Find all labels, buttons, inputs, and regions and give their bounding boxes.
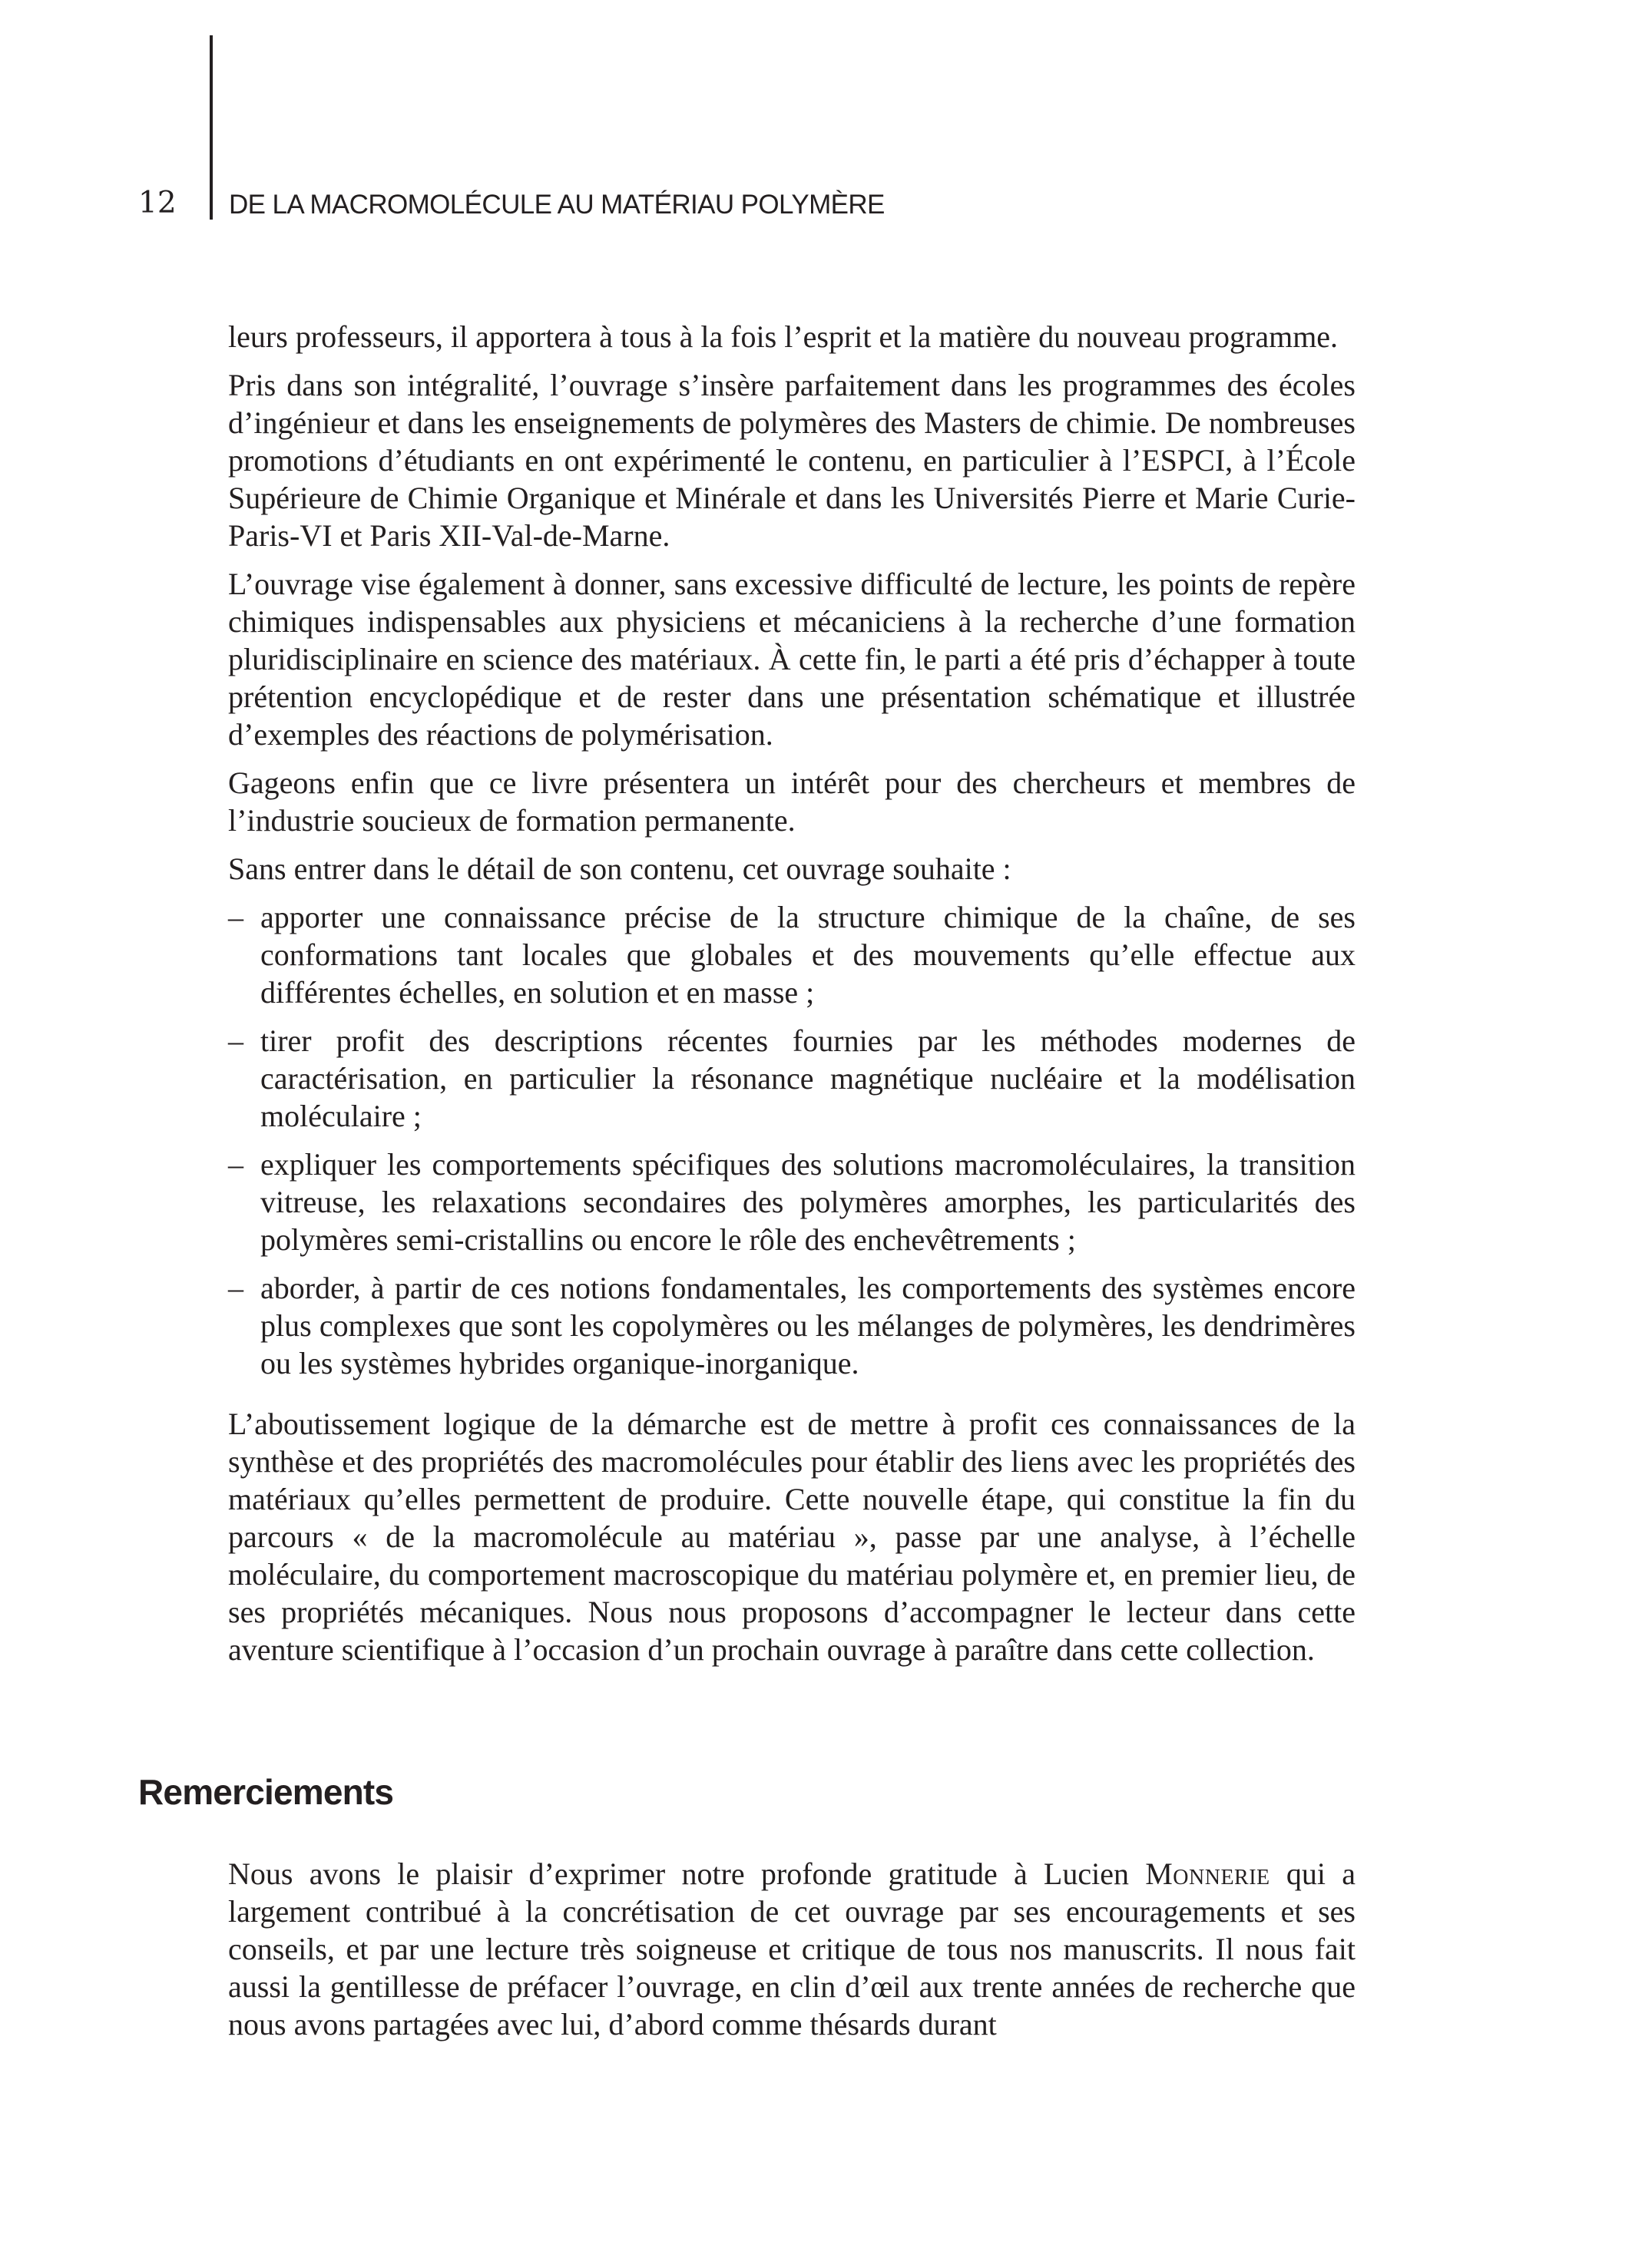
- paragraph-3: L’ouvrage vise également à donner, sans excessive difficulté de lecture, les points de repère chimiques indispensables aux physiciens et mécaniciens à la recherche d’une formation pluridisciplinaire en science des matériaux. À cette fin, le parti a été pris d’échapper à toute prétention encyclopédique et de rester dans une présentation schématique et illustrée d’exemples des réactions de polymérisation.: [228, 567, 1356, 752]
- paragraph-2: Pris dans son intégralité, l’ouvrage s’insère parfaitement dans les programmes des écoles d’ingénieur et dans les enseignements de polymères des Masters de chimie. De nombreuses promotions d’étudiants en ont expérimenté le contenu, en particulier à l’ESPCI, à l’École Supérieure de Chimie Organique et Minérale et dans les Universités Pierre et Marie Curie-Paris-VI et Paris XII-Val-de-Marne.: [228, 368, 1356, 553]
- paragraph-1: leurs professeurs, il apportera à tous à la fois l’esprit et la matière du nouveau programme.: [228, 319, 1339, 354]
- list-item: [228, 1146, 1356, 1258]
- ack-text-after: qui a largement contribué à la concrétisation de cet ouvrage par ses encouragements et ses conseils, et par une lecture très soigneuse et critique de tous nos manuscrits. Il nous fait aussi la gentillesse de préfacer l’ouvrage, en clin d’œil aux trente années de recherche que nous avons partagées avec lui, d’abord comme thésards durant: [228, 1856, 1356, 2042]
- person-name: Monnerie: [1145, 1856, 1270, 1891]
- section-heading: Remerciements: [138, 1772, 394, 1812]
- paragraph-5: Sans entrer dans le détail de son contenu, cet ouvrage souhaite :: [228, 851, 1011, 886]
- page-number: 12: [138, 186, 177, 220]
- dash-bullet: –: [228, 1023, 243, 1058]
- objectives-list: [228, 898, 1356, 1382]
- acknowledgements-paragraph: [228, 1855, 1356, 2043]
- list-item-text: aborder, à partir de ces notions fondamentales, les comportements des systèmes encore plus complexes que sont les copolymères ou les mélanges de polymères, les dendrimères ou les systèmes hybrides organique-inorganique.: [260, 1271, 1356, 1380]
- list-item: [228, 898, 1356, 1011]
- list-item: [228, 1022, 1356, 1135]
- list-item-text: apporter une connaissance précise de la structure chimique de la chaîne, de ses conformations tant locales que globales et des mouvements qu’elle effectue aux différentes échelles, en solution et en masse ;: [260, 900, 1356, 1010]
- list-item-text: expliquer les comportements spécifiques des solutions macromoléculaires, la transition vitreuse, les relaxations secondaires des polymères amorphes, les particularités des polymères semi-cristallins ou encore le rôle des enchevêtrements ;: [260, 1147, 1356, 1257]
- ack-text-before: Nous avons le plaisir d’exprimer notre profonde gratitude à Lucien: [228, 1856, 1146, 1891]
- list-item: [228, 1269, 1356, 1382]
- dash-bullet: –: [228, 900, 243, 934]
- main-text: [228, 318, 1356, 1679]
- paragraph-4: Gageons enfin que ce livre présentera un intérêt pour des chercheurs et membres de l’industrie soucieux de formation permanente.: [228, 765, 1356, 838]
- dash-bullet: –: [228, 1147, 243, 1182]
- dash-bullet: –: [228, 1271, 243, 1305]
- running-title: DE LA MACROMOLÉCULE AU MATÉRIAU POLYMÈRE: [229, 190, 885, 220]
- header-vertical-rule: [210, 35, 213, 220]
- list-item-text: tirer profit des descriptions récentes fournies par les méthodes modernes de caractérisation, en particulier la résonance magnétique nucléaire et la modélisation moléculaire ;: [260, 1023, 1356, 1133]
- acknowledgements-text: [228, 1855, 1356, 2054]
- paragraph-6: L’aboutissement logique de la démarche est de mettre à profit ces connaissances de la synthèse et des propriétés des macromolécules pour établir des liens avec les propriétés des matériaux qu’elles permettent de produire. Cette nouvelle étape, qui constitue la fin du parcours « de la macromolécule au matériau », passe par une analyse, à l’échelle moléculaire, du comportement macroscopique du matériau polymère et, en premier lieu, de ses propriétés mécaniques. Nous nous proposons d’accompagner le lecteur dans cette aventure scientifique à l’occasion d’un prochain ouvrage à paraître dans cette collection.: [228, 1407, 1356, 1667]
